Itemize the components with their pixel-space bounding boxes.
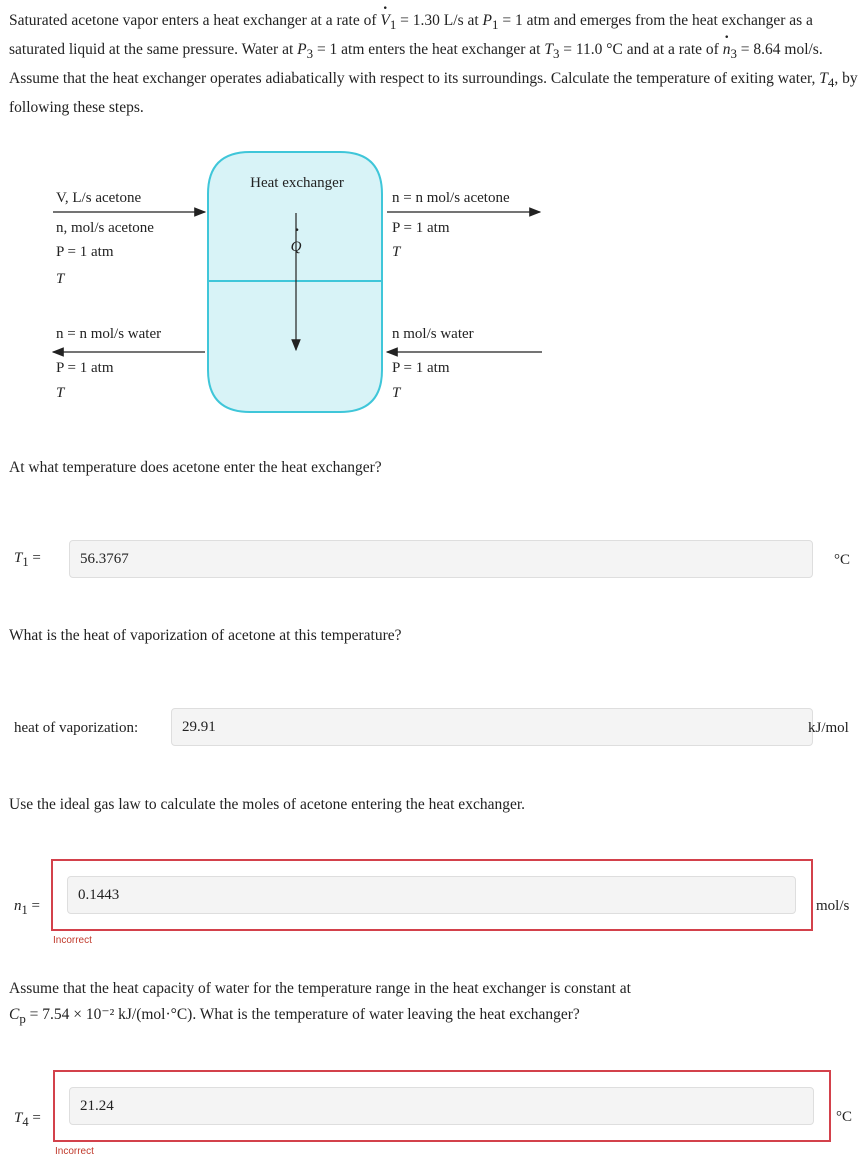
water-out-pressure: P = 1 atm: [56, 360, 114, 376]
n3-sub: 3: [730, 46, 737, 62]
n1-sub: 1: [21, 903, 28, 917]
t3-symbol: T: [544, 41, 553, 59]
acetone-in-moles: n, mol/s acetone: [56, 220, 154, 236]
question-1-prompt: At what temperature does acetone enter the heat exchanger?: [9, 459, 382, 476]
p3-symbol: P: [297, 41, 307, 59]
question-4-text: = 7.54 × 10⁻² kJ/(mol·°C). What is the temperature of water leaving the heat exchanger?: [29, 1006, 580, 1023]
v1-value: = 1.30 L/s at: [396, 12, 483, 29]
acetone-out-pressure: P = 1 atm: [392, 220, 450, 236]
acetone-in-volume: V, L/s acetone: [56, 190, 142, 206]
heat-exchanger-title: Heat exchanger: [250, 175, 344, 191]
p3-sub: 3: [306, 46, 314, 62]
p1-sub: 1: [492, 17, 499, 33]
t1-sub: 1: [22, 555, 29, 569]
q-dot: ·: [294, 222, 300, 239]
t1-unit: °C: [834, 552, 851, 568]
n1-status: Incorrect: [53, 935, 92, 946]
t4-eq: =: [28, 1110, 41, 1126]
acetone-in-pressure: P = 1 atm: [56, 244, 114, 260]
acetone-out-moles: n = n mol/s acetone: [392, 190, 510, 206]
acetone-out-temp: T: [392, 244, 401, 260]
n1-label: [14, 898, 40, 918]
question-3-prompt: Use the ideal gas law to calculate the moles of acetone entering the heat exchanger.: [9, 796, 526, 813]
t1-symbol: T: [14, 550, 23, 566]
t3-sub: 3: [552, 46, 560, 62]
n1-input[interactable]: 0.1443: [67, 876, 796, 914]
t4-status: Incorrect: [55, 1146, 94, 1157]
problem-text: , by following these steps.: [9, 70, 858, 117]
t4-label-symbol: T: [14, 1110, 23, 1126]
t1-label: [14, 550, 41, 570]
problem-text: Saturated acetone vapor enters a heat exchanger at a rate of: [9, 12, 377, 29]
water-in-moles: n mol/s water: [392, 326, 474, 342]
heat-of-vaporization-unit: kJ/mol: [808, 720, 849, 736]
problem-text: = 1 atm and emerges from the heat exchanger as a saturated liquid at the same pressure. Water at: [9, 12, 813, 59]
question-2-prompt: What is the heat of vaporization of acetone at this temperature?: [9, 627, 402, 644]
t4-label: [14, 1110, 41, 1130]
problem-text: = 11.0 °C and at a rate of: [559, 41, 723, 59]
n1-eq: =: [27, 898, 40, 914]
v1-symbol: · V: [380, 8, 389, 33]
acetone-in-temp: T: [56, 271, 65, 287]
heat-of-vaporization-input[interactable]: 29.91: [171, 708, 813, 746]
problem-text: = 1 atm enters the heat exchanger at: [313, 41, 545, 59]
n3-symbol: · n: [723, 37, 731, 62]
t4-sub: 4: [827, 75, 835, 91]
problem-text: = 8.64 mol/s. Assume that the heat exchanger operates adiabatically with respect to its surroundings. Calculate the temperature of exiting water,: [9, 41, 823, 88]
cp-symbol: C: [9, 1006, 20, 1023]
p1-symbol: P: [482, 12, 492, 29]
v1-sub: 1: [389, 17, 397, 33]
heat-of-vaporization-label: heat of vaporization:: [14, 720, 139, 736]
water-in-pressure: P = 1 atm: [392, 360, 450, 376]
t4-label-sub: 4: [22, 1115, 29, 1129]
water-in-temp: T: [392, 385, 401, 401]
t1-eq: =: [28, 550, 41, 566]
heat-exchanger-diagram: [0, 140, 866, 430]
t4-input[interactable]: 21.24: [69, 1087, 814, 1125]
question-4-prompt-line1: Assume that the heat capacity of water for the temperature range in the heat exchanger is constant at: [9, 980, 631, 997]
t1-input[interactable]: 56.3767: [69, 540, 813, 578]
t4-unit: °C: [836, 1109, 853, 1125]
question-4-prompt-line2: [9, 1005, 580, 1027]
water-out-moles: n = n mol/s water: [56, 326, 162, 342]
q-label: Q: [290, 239, 302, 255]
water-out-temp: T: [56, 385, 65, 401]
cp-sub: p: [19, 1011, 26, 1027]
t4-symbol: T: [819, 70, 828, 88]
problem-statement: [9, 8, 861, 120]
n1-unit: mol/s: [816, 898, 850, 914]
n1-symbol: n: [14, 898, 22, 914]
